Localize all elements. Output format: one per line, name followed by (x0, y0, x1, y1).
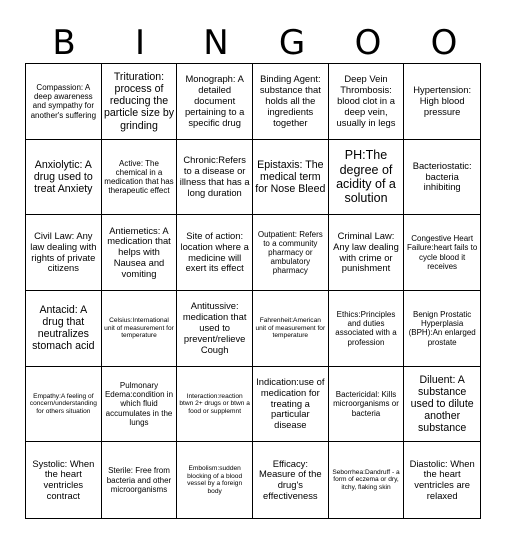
bingo-cell[interactable]: Binding Agent: substance that holds all the ingredients together (253, 64, 329, 140)
bingo-cell[interactable]: Outpatient: Refers to a community pharmacy or ambulatory pharmacy (253, 215, 329, 291)
header-letter: B (52, 23, 76, 63)
bingo-cell[interactable]: Sterile: Free from bacteria and other microorganisms (102, 442, 178, 518)
bingo-cell[interactable]: Efficacy: Measure of the drug's effectiveness (253, 442, 329, 518)
bingo-cell[interactable]: Deep Vein Thrombosis: blood clot in a deep vein, usually in legs (329, 64, 405, 140)
bingo-cell[interactable]: Pulmonary Edema:condition in which fluid accumulates in the lungs (102, 367, 178, 443)
bingo-cell[interactable]: Fahrenheit:American unit of measurement for temperature (253, 291, 329, 367)
bingo-cell[interactable]: Trituration: process of reducing the particle size by grinding (102, 64, 178, 140)
bingo-cell[interactable]: Benign Prostatic Hyperplasia (BPH):An enlarged prostate (404, 291, 480, 367)
bingo-cell[interactable]: Empathy:A feeling of concern/understanding for others situation (26, 367, 102, 443)
bingo-cell[interactable]: Systolic: When the heart ventricles contract (26, 442, 102, 518)
bingo-cell[interactable]: Embolism:sudden blocking of a blood vessel by a foreign body (177, 442, 253, 518)
bingo-cell[interactable]: Active: The chemical in a medication that has therapeutic effect (102, 140, 178, 216)
header-letter: G (278, 23, 306, 63)
bingo-header (26, 22, 482, 64)
bingo-cell[interactable]: Site of action: location where a medicine will exert its effect (177, 215, 253, 291)
bingo-cell[interactable]: Diluent: A substance used to dilute another substance (404, 367, 480, 443)
bingo-board (25, 63, 481, 519)
bingo-cell[interactable]: Interaction:reaction btwn 2+ drugs or btwn a food or supplemnt (177, 367, 253, 443)
bingo-cell[interactable]: PH:The degree of acidity of a solution (329, 140, 405, 216)
bingo-cell[interactable]: Bactericidal: Kills microorganisms or bacteria (329, 367, 405, 443)
bingo-cell[interactable]: Congestive Heart Failure:heart fails to cycle blood it receives (404, 215, 480, 291)
bingo-cell[interactable]: Ethics:Principles and duties associated with a profession (329, 291, 405, 367)
header-letter: N (203, 23, 229, 63)
bingo-cell[interactable]: Diastolic: When the heart ventricles are relaxed (409, 457, 475, 501)
bingo-cell[interactable]: Seborrhea:Dandruff - a form of eczema or dry, itchy, flaking skin (329, 442, 405, 518)
bingo-cell[interactable]: Antitussive: medication that used to prevent/relieve Cough (177, 291, 253, 367)
bingo-cell[interactable]: Indication:use of medication for treating a particular disease (253, 367, 329, 443)
bingo-cell[interactable]: Civil Law: Any law dealing with rights of private citizens (26, 215, 102, 291)
bingo-cell[interactable]: Hypertension: High blood pressure (404, 64, 480, 140)
header-letter: I (134, 23, 146, 63)
bingo-cell[interactable]: Celsius:International unit of measurement for temperature (102, 291, 178, 367)
bingo-cell[interactable]: Antacid: A drug that neutralizes stomach acid (26, 291, 102, 367)
bingo-cell[interactable]: Monograph: A detailed document pertaining to a specific drug (177, 64, 253, 140)
bingo-cell[interactable]: Criminal Law: Any law dealing with crime or punishment (329, 215, 405, 291)
header-letter: O (354, 23, 382, 63)
bingo-cell[interactable]: Antiemetics: A medication that helps with Nausea and vomiting (102, 215, 178, 291)
bingo-cell[interactable]: Bacteriostatic: bacteria inhibiting (404, 140, 480, 216)
bingo-cell[interactable]: Compassion: A deep awareness and sympathy for another's suffering (26, 64, 102, 140)
header-letter: O (430, 23, 458, 63)
bingo-cell[interactable]: Anxiolytic: A drug used to treat Anxiety (26, 140, 102, 216)
bingo-cell[interactable]: Chronic:Refers to a disease or illness that has a long duration (177, 140, 253, 216)
bingo-cell[interactable]: Epistaxis: The medical term for Nose Bleed (253, 140, 329, 216)
